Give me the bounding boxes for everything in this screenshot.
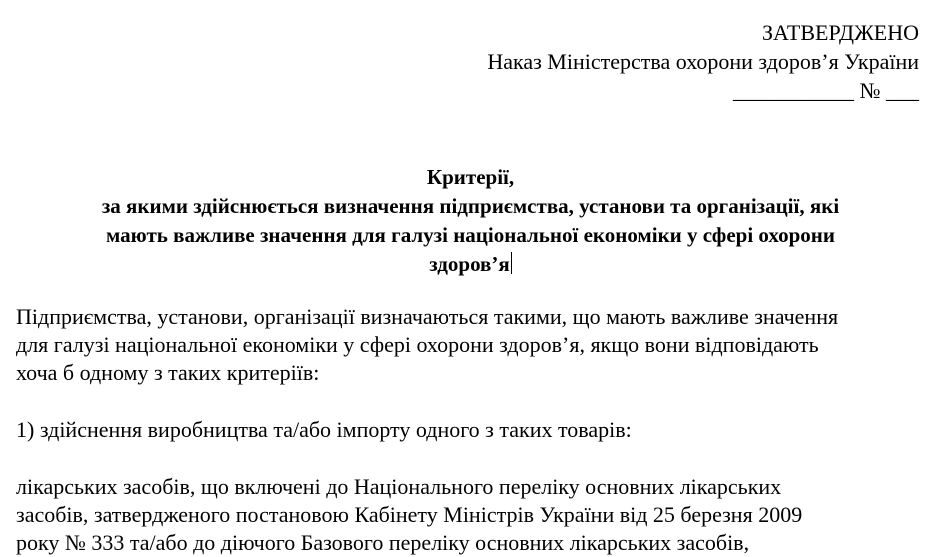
- document-title: [0, 163, 941, 279]
- criterion-1-paragraph: [16, 416, 926, 444]
- approval-order-number: ___________ № ___: [733, 78, 919, 103]
- intro-line-2: для галузі національної економіки у сфері охорони здоров’я, якщо вони відповідають: [16, 332, 819, 357]
- text-cursor: [511, 252, 512, 274]
- medicines-line-1: лікарських засобів, що включені до Національного переліку основних лікарських: [16, 474, 782, 499]
- title-line-4[interactable]: [0, 250, 941, 279]
- medicines-paragraph: [16, 473, 926, 557]
- paragraph-gap: [16, 444, 926, 473]
- intro-line-3: хоча б одному з таких критеріїв:: [16, 360, 320, 385]
- medicines-line-3: року № 333 та/або до діючого Базового переліку основних лікарських засобів,: [16, 530, 750, 555]
- medicines-line-2: засобів, затвердженого постановою Кабінету Міністрів України від 25 березня 2009: [16, 502, 803, 527]
- title-line-4-text: здоров’я: [429, 252, 510, 276]
- approval-order-name: Наказ Міністерства охорони здоров’я України: [487, 49, 919, 74]
- criterion-1-line: 1) здійснення виробництва та/або імпорту одного з таких товарів:: [16, 417, 632, 442]
- approval-heading: ЗАТВЕРДЖЕНО: [761, 20, 919, 45]
- title-line-2: за якими здійснюється визначення підприємства, установи та організації, які: [101, 194, 840, 218]
- approval-stamp: [487, 18, 919, 105]
- title-line-1: Критерії,: [426, 165, 515, 189]
- intro-paragraph: [16, 303, 926, 387]
- document-body[interactable]: [16, 303, 926, 557]
- intro-line-1: Підприємства, установи, організації визначаються такими, що мають важливе значення: [16, 304, 839, 329]
- title-line-3: мають важливе значення для галузі національної економіки у сфері охорони: [106, 223, 835, 247]
- paragraph-gap: [16, 387, 926, 416]
